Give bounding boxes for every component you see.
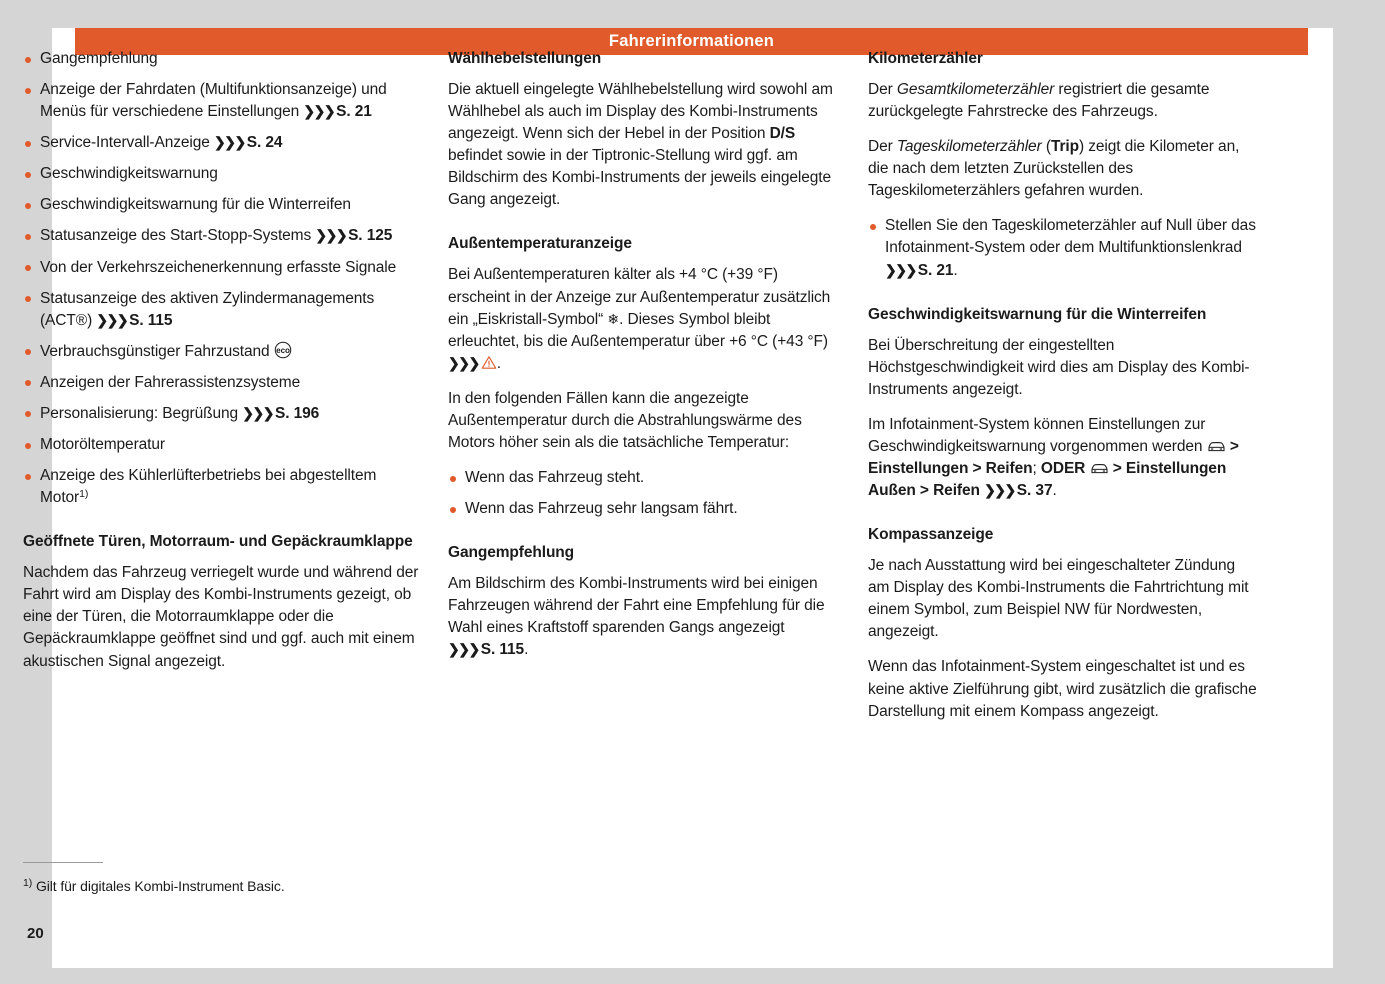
list-item-label: Wenn das Fahrzeug steht. bbox=[465, 469, 645, 487]
cross-reference[interactable]: ❯❯❯ S. 21 bbox=[303, 103, 372, 121]
list-item-label: Geschwindigkeitswarnung bbox=[40, 165, 218, 183]
warning-triangle-icon bbox=[481, 355, 497, 370]
footnote-marker: 1) bbox=[79, 488, 89, 501]
list-item-label: Verbrauchsgünstiger Fahrzustand bbox=[40, 342, 270, 360]
section-paragraph-tageskilometerzaehler: Der Tageskilometerzähler (Trip) zeigt die Kilometer an, die nach dem letzten Zurückstellen des Tageskilometerzählers gefahren wurden. bbox=[868, 138, 1240, 200]
footnote-divider bbox=[23, 862, 103, 863]
driver-info-feature-list bbox=[23, 48, 421, 509]
svg-text:eco: eco bbox=[275, 345, 290, 355]
list-item-label: Anzeigen der Fahrerassistenzsysteme bbox=[40, 373, 301, 391]
list-item-label: Personalisierung: Begrüßung bbox=[40, 404, 239, 422]
list-item-label: Statusanzeige des Start-Stopp-Systems bbox=[40, 227, 312, 245]
list-item-label: Gangempfehlung bbox=[40, 50, 158, 67]
eco-icon bbox=[274, 341, 292, 359]
section-heading-aussentemperatur: Außentemperaturanzeige bbox=[448, 235, 632, 253]
menu-path-oder: ODER bbox=[1040, 460, 1086, 478]
list-item-label: Motoröltemperatur bbox=[40, 436, 165, 454]
term-gesamtkilometerzaehler: Gesamtkilometerzähler bbox=[896, 81, 1055, 98]
section-heading-waehlhebelstellungen: Wählhebelstellungen bbox=[448, 50, 602, 67]
section-paragraph-aussentemperatur: Bei Außentemperaturen kälter als +4 °C (+39 °F) erscheint in der Anzeige zur Außentemperatur zusätzlich ein „Eiskristall-Symbol“ ❄. Dieses Symbol bleibt erleuchtet, bis die Außentemperatur über +6 °C (+43 °F) ❯❯❯ . bbox=[448, 266, 831, 372]
list-item-label: Service-Intervall-Anzeige bbox=[40, 134, 210, 152]
section-paragraph-doors: Nachdem das Fahrzeug verriegelt wurde und während der Fahrt wird am Display des Kombi-Instruments gezeigt, ob eine der Türen, die Motorraumklappe oder die Gepäckraumklappe geöffnet sind und ggf. auch mit einem akustischen Signal angezeigt. bbox=[23, 564, 419, 670]
cross-reference[interactable]: ❯❯❯ S. 196 bbox=[242, 404, 320, 422]
list-item bbox=[23, 225, 421, 247]
footnote bbox=[23, 876, 423, 897]
footnote-marker: 1) bbox=[23, 877, 33, 889]
section-paragraph-gesamtkilometerzaehler: Der Gesamtkilometerzähler registriert die gesamte zurückgelegte Fahrstrecke des Fahrzeugs. bbox=[868, 81, 1210, 121]
list-item bbox=[448, 498, 841, 520]
term-trip: Trip bbox=[1050, 138, 1079, 156]
list-item-label: Geschwindigkeitswarnung für die Winterreifen bbox=[40, 196, 351, 214]
page-number: 20 bbox=[27, 925, 44, 942]
cross-reference[interactable]: ❯❯❯ S. 115 bbox=[96, 311, 173, 329]
section-paragraph-waehlhebelstellungen: Die aktuell eingelegte Wählhebelstellung wird sowohl am Wählhebel als auch im Display des Kombi-Instruments angezeigt. Wenn sich der Hebel in der Position D/S befindet sowie in der Tiptronic-Stellung wird ggf. am Bildschirm des Kombi-Instruments der jeweils eingelegte Gang angezeigt. bbox=[448, 81, 833, 209]
menu-path-einstellungen-aussen-reifen[interactable]: > Einstellungen Außen > Reifen bbox=[868, 460, 1227, 500]
list-item bbox=[23, 341, 421, 363]
gear-position-value: D/S bbox=[769, 125, 796, 143]
section-paragraph-winterreifen-1: Bei Überschreitung der eingestellten Höchstgeschwindigkeit wird dies am Display des Kombi-Instruments angezeigt. bbox=[868, 336, 1250, 398]
list-item bbox=[23, 434, 421, 456]
list-item-label: Wenn das Fahrzeug sehr langsam fährt. bbox=[465, 500, 738, 518]
three-column-layout bbox=[23, 48, 1261, 723]
section-paragraph-winterreifen-2: Im Infotainment-System können Einstellungen zur Geschwindigkeitswarnung vorgenommen werden > Einstellungen > Reifen; ODER > Einstellungen Außen > Reifen ❯❯❯ S. 37. bbox=[868, 415, 1239, 500]
temperature-cases-list bbox=[448, 467, 841, 520]
list-item: Stellen Sie den Tageskilometerzähler auf Null über das Infotainment-System oder dem Multifunktionslenkrad ❯❯❯ S. 21. bbox=[868, 215, 1260, 281]
section-heading-doors: Geöffnete Türen, Motorraum- und Gepäckraumklappe bbox=[23, 533, 413, 551]
list-item-label: Anzeige der Fahrdaten (Multifunktionsanzeige) und Menüs für verschiedene Einstellungen bbox=[40, 81, 387, 121]
section-paragraph-aussentemperatur-2: In den folgenden Fällen kann die angezeigte Außentemperatur durch die Abstrahlungswärme des Motors höher sein als die tatsächliche Temperatur: bbox=[448, 389, 802, 452]
car-icon bbox=[1090, 461, 1109, 476]
list-item bbox=[448, 467, 841, 489]
section-paragraph-kompass-2: Wenn das Infotainment-System eingeschaltet ist und es keine aktive Zielführung gibt, wird zusätzlich die grafische Darstellung mit einem Kompass angezeigt. bbox=[868, 658, 1257, 720]
list-item-label: Von der Verkehrszeichenerkennung erfasste Signale bbox=[40, 258, 397, 276]
list-item-label: Stellen Sie den Tageskilometerzähler auf Null über das Infotainment-System oder dem Multifunktionslenkrad bbox=[885, 217, 1256, 257]
section-heading-kompassanzeige: Kompassanzeige bbox=[868, 526, 994, 544]
list-item bbox=[23, 79, 421, 123]
section-heading-winterreifen-warnung: Geschwindigkeitswarnung für die Winterreifen bbox=[868, 305, 1207, 323]
list-item bbox=[23, 163, 421, 185]
list-item bbox=[23, 403, 421, 425]
list-item-label: Statusanzeige des aktiven Zylindermanagements (ACT®) bbox=[40, 289, 375, 329]
section-paragraph-gangempfehlung: Am Bildschirm des Kombi-Instruments wird bei einigen Fahrzeugen während der Fahrt eine Empfehlung für die Wahl eines Kraftstoff sparenden Gangs angezeigt ❯❯❯ S. 115. bbox=[448, 575, 825, 659]
cross-reference[interactable]: ❯❯❯ S. 125 bbox=[315, 227, 393, 245]
list-item-label: Anzeige des Kühlerlüfterbetriebs bei abgestelltem Motor bbox=[40, 467, 377, 507]
cross-reference[interactable]: ❯❯❯ S. 21 bbox=[885, 261, 954, 279]
list-item bbox=[23, 194, 421, 216]
cross-reference[interactable]: ❯❯❯ S. 37 bbox=[984, 482, 1053, 500]
list-item bbox=[23, 48, 421, 70]
section-heading-kilometerzaehler: Kilometerzähler bbox=[868, 50, 983, 67]
section-heading-gangempfehlung: Gangempfehlung bbox=[448, 544, 575, 562]
footnote-label: Gilt für digitales Kombi-Instrument Basic. bbox=[35, 878, 285, 894]
cross-reference[interactable]: ❯❯❯ S. 24 bbox=[214, 134, 283, 152]
section-paragraph-kompass-1: Je nach Ausstattung wird bei eingeschalteter Zündung am Display des Kombi-Instruments die Fahrtrichtung mit einem Symbol, zum Beispiel NW für Nordwesten, angezeigt. bbox=[868, 557, 1249, 641]
column-1 bbox=[23, 48, 421, 723]
cross-reference[interactable]: ❯❯❯ bbox=[448, 354, 479, 371]
list-item bbox=[23, 465, 421, 509]
car-icon bbox=[1207, 439, 1226, 454]
column-3 bbox=[868, 48, 1260, 723]
cross-reference[interactable]: ❯❯❯ S. 115 bbox=[448, 641, 525, 659]
footnote-block bbox=[23, 862, 423, 897]
term-tageskilometerzaehler: Tageskilometerzähler bbox=[896, 138, 1042, 156]
menu-path-einstellungen-reifen[interactable]: > Einstellungen > Reifen bbox=[868, 437, 1239, 478]
trip-reset-list bbox=[868, 215, 1260, 281]
snowflake-icon: ❄ bbox=[607, 310, 620, 327]
column-2 bbox=[448, 48, 841, 723]
page-header-title: Fahrerinformationen bbox=[608, 32, 775, 50]
list-item bbox=[23, 372, 421, 394]
list-item bbox=[23, 132, 421, 154]
list-item bbox=[23, 288, 421, 332]
list-item bbox=[23, 257, 421, 279]
